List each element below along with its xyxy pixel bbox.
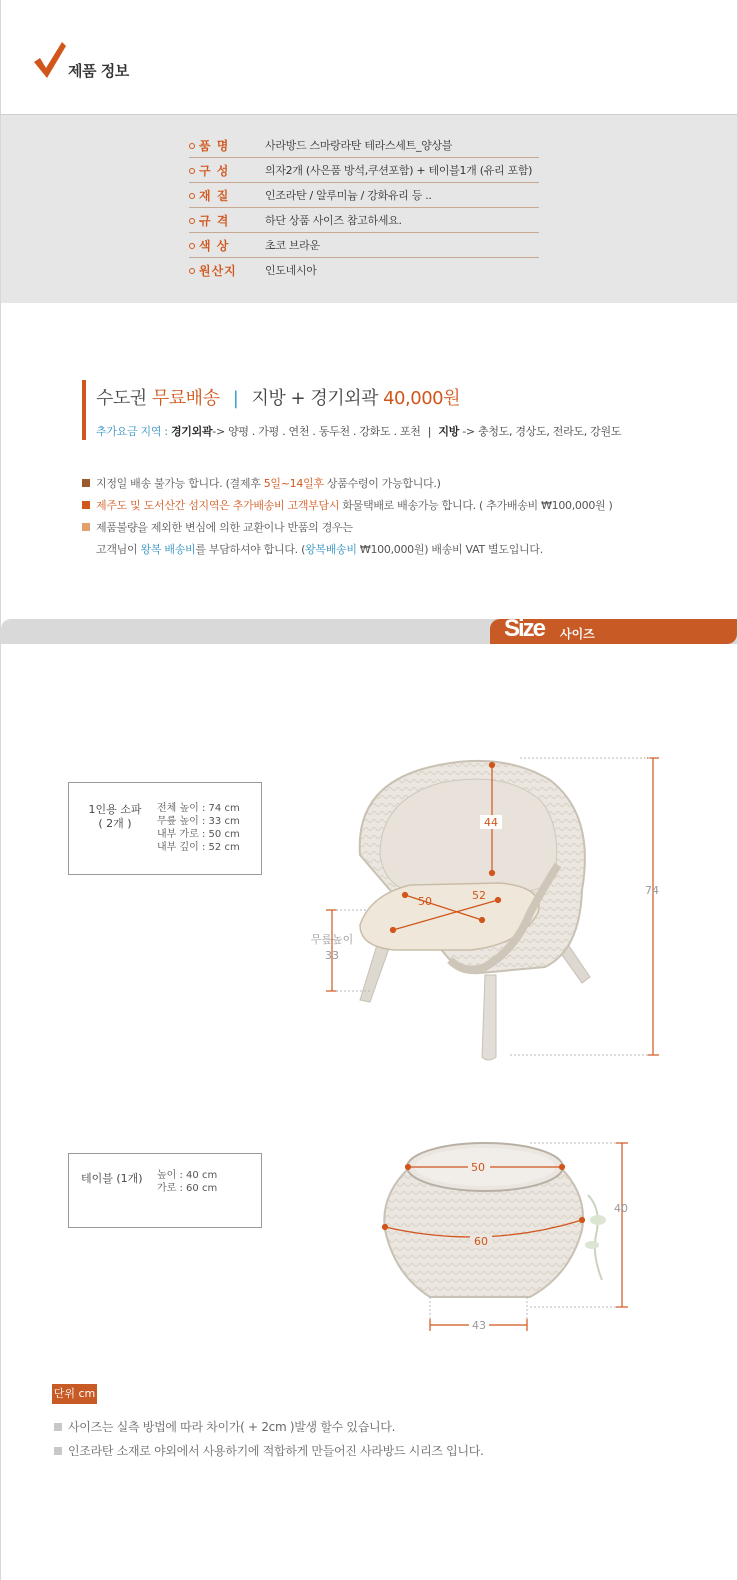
footer-note-1: 사이즈는 실측 방법에 따라 차이가( + 2cm )발생 할수 있습니다. — [54, 1418, 395, 1435]
product-info-table — [1, 115, 737, 303]
bullet-square-icon — [54, 1447, 62, 1455]
shipping-note-2: 제주도 및 도서산간 섬지역은 추가배송비 고객부담시 화물택배로 배송가능 합니다. ( 추가배송비 ₩100,000원 ) — [82, 497, 613, 513]
dim-40-label: 40 — [614, 1202, 628, 1215]
bullet-icon — [189, 143, 195, 149]
sofa-diagram — [300, 745, 680, 1075]
shipping-note-1: 지정일 배송 불가능 합니다. (결제후 5일~14일후 상품수령이 가능합니다.) — [82, 475, 441, 491]
dim-50-label: 50 — [418, 895, 432, 908]
knee-height-label: 무릎높이 — [310, 933, 354, 946]
info-row-name: 품 명 사라방드 스마랑라탄 테라스세트_양상블 — [189, 133, 539, 158]
bullet-icon — [189, 193, 195, 199]
shipping-note-3: 제품불량을 제외한 변심에 의한 교환이나 반품의 경우는 — [82, 519, 353, 535]
bullet-square-icon — [82, 479, 90, 487]
footer-note-2: 인조라탄 소재로 야외에서 사용하기에 적합하게 만들어진 사라방드 시리즈 입니다. — [54, 1442, 484, 1459]
shipping-accent-bar — [82, 380, 86, 440]
knee-height-value: 33 — [325, 949, 339, 962]
page-title: 제품 정보 — [68, 62, 129, 80]
dim-74-label: 74 — [645, 884, 659, 897]
bullet-icon — [189, 218, 195, 224]
dim-44-label: 44 — [484, 816, 498, 829]
info-row-material: 재 질 인조라탄 / 알루미늄 / 강화유리 등 .. — [189, 183, 539, 208]
info-row-spec: 규 격 하단 상품 사이즈 참고하세요. — [189, 208, 539, 233]
bullet-icon — [189, 243, 195, 249]
info-row-origin: 원산지 인도네시아 — [189, 258, 539, 283]
unit-badge: 단위 cm — [52, 1384, 97, 1404]
bullet-square-icon — [82, 501, 90, 509]
bullet-square-icon — [54, 1423, 62, 1431]
bullet-square-icon — [82, 523, 90, 531]
info-row-composition: 구 성 의자2개 (사은품 방석,쿠션포함) + 테이블1개 (유리 포함) — [189, 158, 539, 183]
dim-52-label: 52 — [472, 889, 486, 902]
table-spec-box: 테이블 (1개) 높이 : 40 cm 가로 : 60 cm — [68, 1153, 262, 1228]
dim-50-label: 50 — [471, 1161, 485, 1174]
table-diagram — [370, 1125, 640, 1340]
dim-43-label: 43 — [472, 1319, 486, 1332]
size-section-tab: Size 사이즈 — [490, 619, 737, 644]
info-row-color: 색 상 초코 브라운 — [189, 233, 539, 258]
dim-60-label: 60 — [474, 1235, 488, 1248]
shipping-note-4: 고객님이 왕복 배송비를 부담하셔야 합니다. (왕복배송비 ₩100,000원) 배송비 VAT 별도입니다. — [96, 543, 543, 556]
bullet-icon — [189, 168, 195, 174]
shipping-extra-regions: 추가요금 지역 : 경기외곽-> 양평 . 가평 . 연천 . 동두천 . 강화도 . 포천 | 지방 -> 충청도, 경상도, 전라도, 강원도 — [96, 425, 622, 438]
sofa-spec-box: 1인용 소파 ( 2개 ) 전체 높이 : 74 cm 무릎 높이 : 33 cm 내부 가로 : 50 cm 내부 깊이 : 52 cm — [68, 782, 262, 875]
bullet-icon — [189, 268, 195, 274]
shipping-headline: 수도권 무료배송 | 지방 + 경기외곽 40,000원 — [96, 388, 460, 409]
checkmark-icon — [32, 40, 68, 80]
